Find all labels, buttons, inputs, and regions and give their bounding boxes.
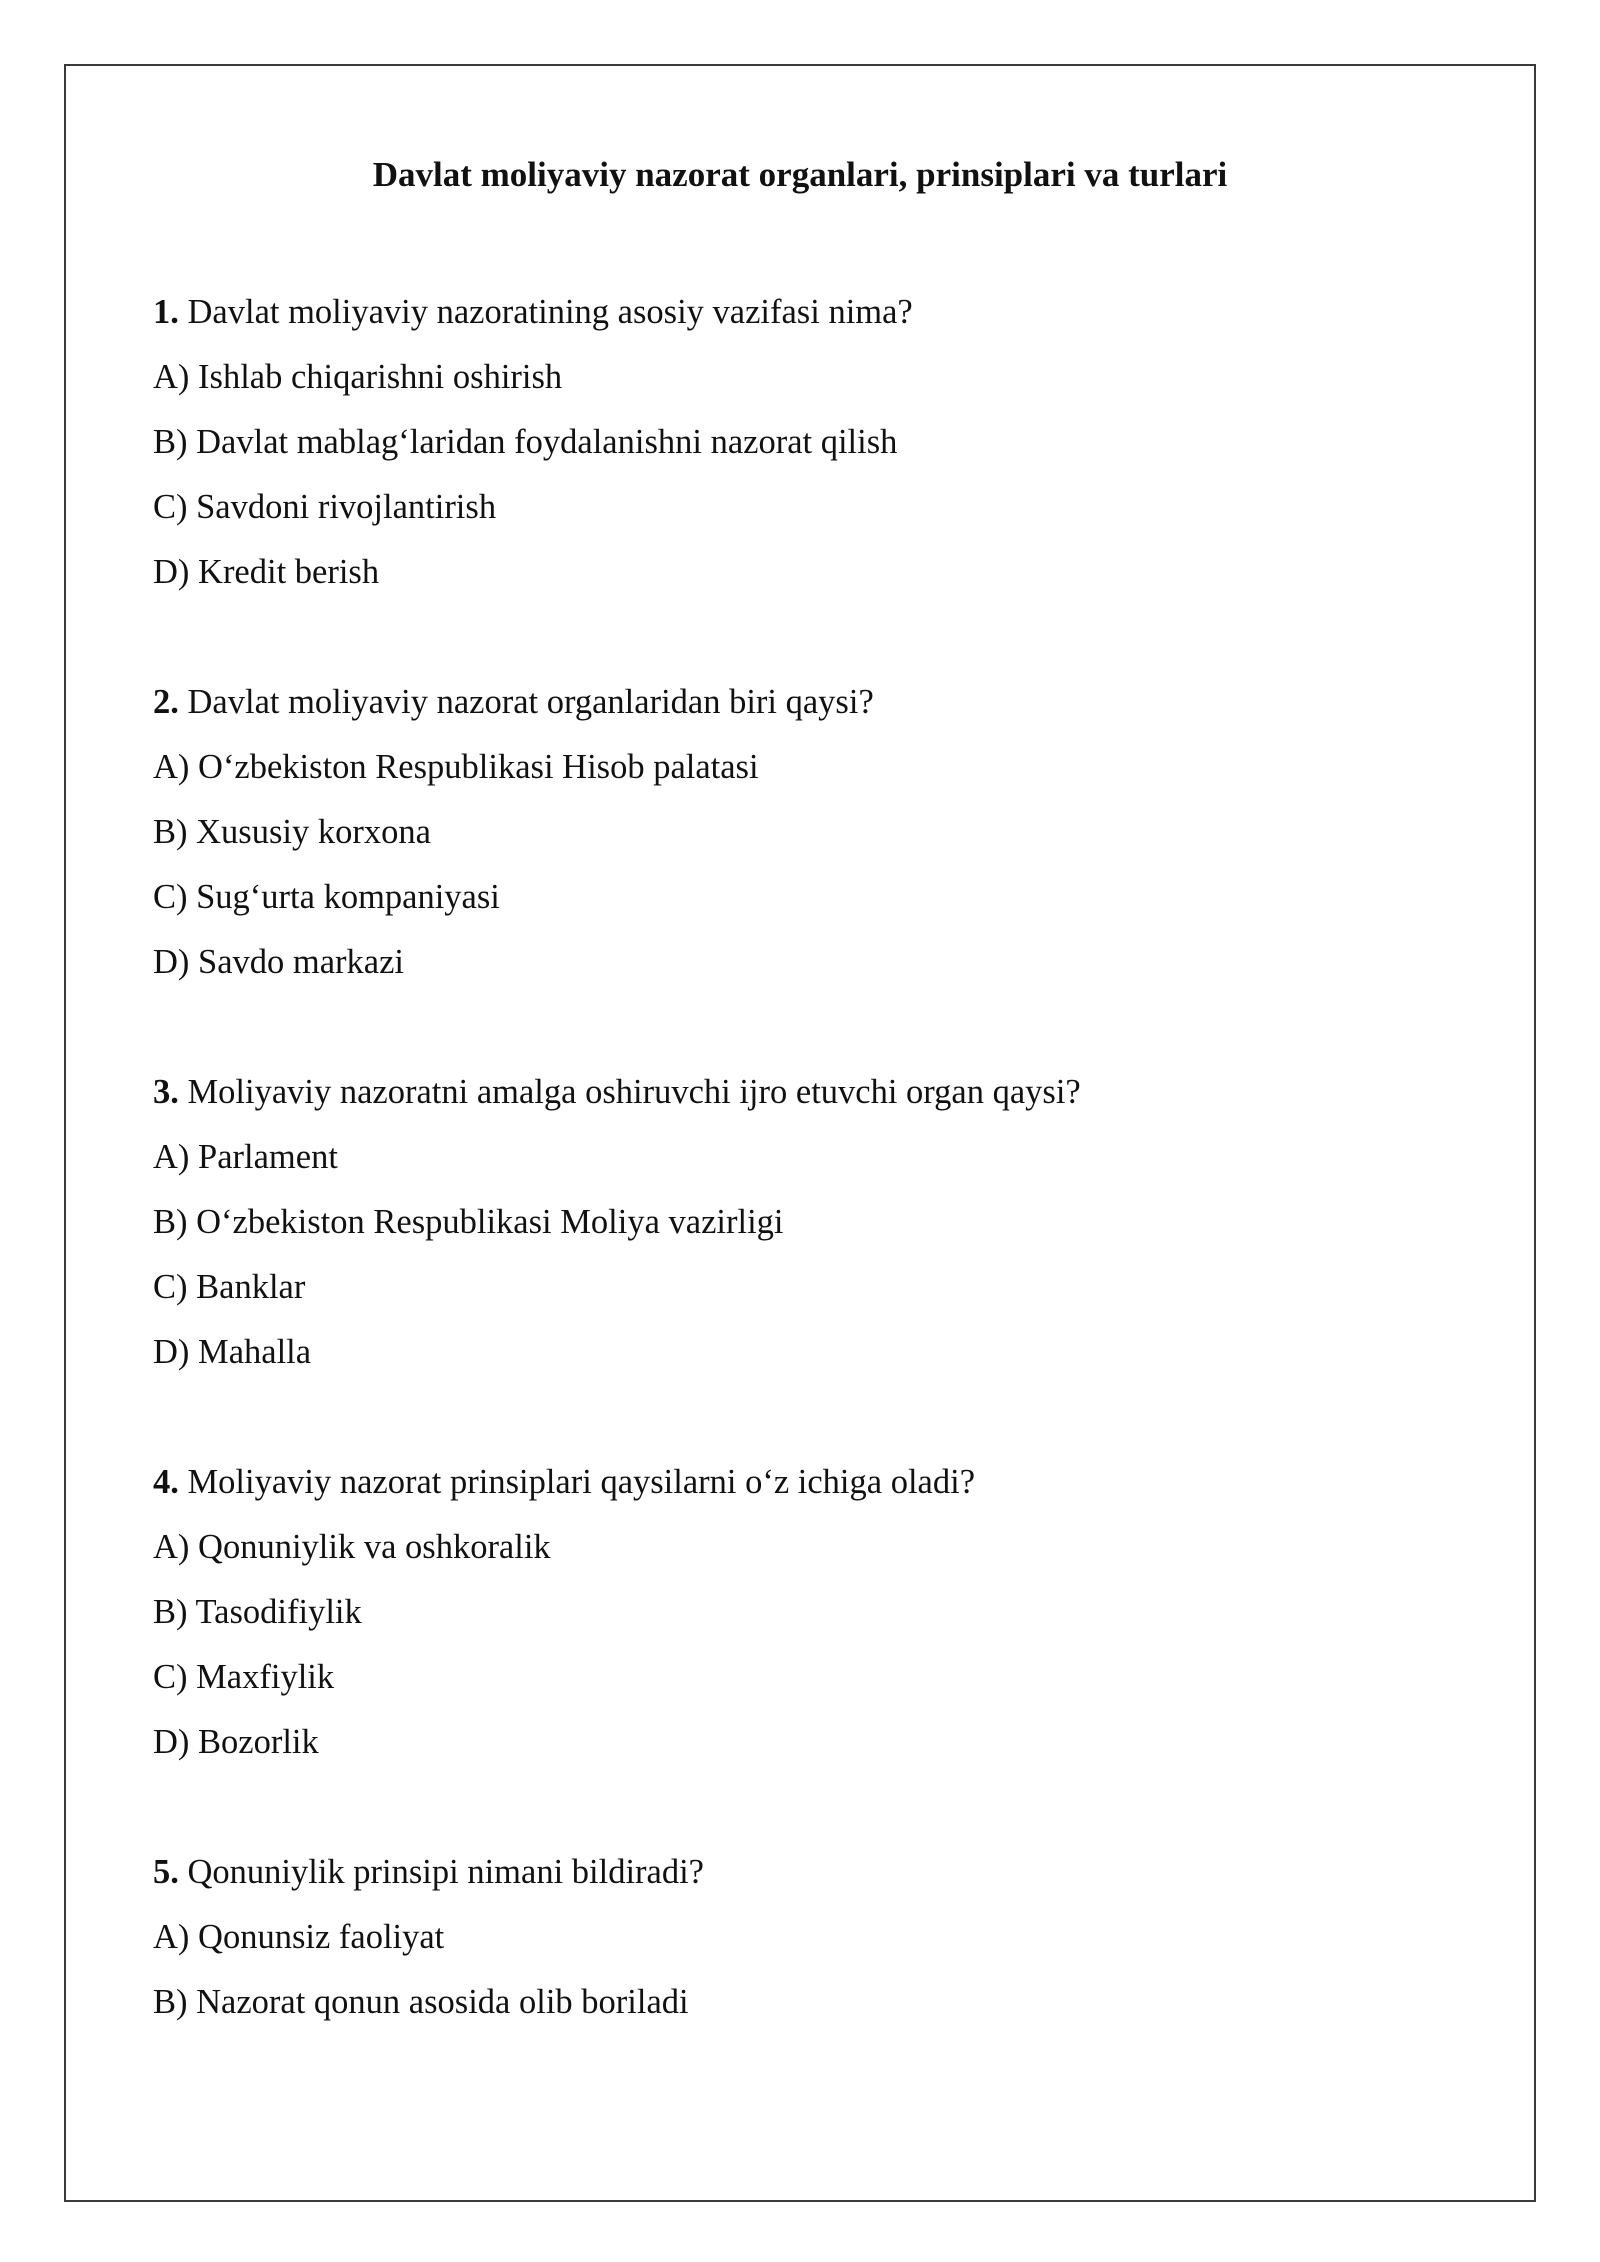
question-text: Moliyaviy nazorat prinsiplari qaysilarni o‘z ichiga oladi?	[187, 1463, 976, 1501]
question-number: 1.	[153, 293, 179, 331]
question-text: Davlat moliyaviy nazoratining asosiy vazifasi nima?	[187, 293, 913, 331]
question-number: 4.	[153, 1463, 179, 1501]
option-b: B) Davlat mablag‘laridan foydalanishni nazorat qilish	[153, 423, 898, 461]
question-number: 3.	[153, 1073, 179, 1111]
question-text: Moliyaviy nazoratni amalga oshiruvchi ijro etuvchi organ qaysi?	[187, 1073, 1081, 1111]
option-c: C) Sug‘urta kompaniyasi	[153, 878, 500, 916]
option-c: C) Maxfiylik	[153, 1658, 335, 1696]
option-d: D) Kredit berish	[153, 553, 380, 591]
question-5-text	[153, 1840, 1493, 1905]
question-3-text	[153, 1060, 1493, 1125]
question-text: Qonuniylik prinsipi nimani bildiradi?	[187, 1853, 704, 1891]
question-4-text	[153, 1450, 1493, 1515]
question-5	[153, 1840, 1493, 2035]
document-title: Davlat moliyaviy nazorat organlari, prinsiplari va turlari	[372, 155, 1228, 194]
question-3	[153, 1060, 1493, 1385]
option-d: D) Savdo markazi	[153, 943, 405, 981]
option-a: A) Qonuniylik va oshkoralik	[153, 1528, 551, 1566]
question-4	[153, 1450, 1493, 1775]
option-a: A) Parlament	[153, 1138, 338, 1176]
option-a: A) O‘zbekiston Respublikasi Hisob palatasi	[153, 748, 759, 786]
question-1	[153, 280, 1493, 605]
option-a: A) Qonunsiz faoliyat	[153, 1918, 445, 1956]
question-2	[153, 670, 1493, 995]
question-text: Davlat moliyaviy nazorat organlaridan biri qaysi?	[187, 683, 874, 721]
option-d: D) Bozorlik	[153, 1723, 319, 1761]
question-2-text	[153, 670, 1493, 735]
option-b: B) Nazorat qonun asosida olib boriladi	[153, 1983, 689, 2021]
option-c: C) Savdoni rivojlantirish	[153, 488, 497, 526]
option-b: B) Xususiy korxona	[153, 813, 431, 851]
option-b: B) Tasodifiylik	[153, 1593, 362, 1631]
question-list	[153, 280, 1493, 2100]
option-d: D) Mahalla	[153, 1333, 312, 1371]
option-b: B) O‘zbekiston Respublikasi Moliya vazirligi	[153, 1203, 784, 1241]
option-a: A) Ishlab chiqarishni oshirish	[153, 358, 563, 396]
question-number: 5.	[153, 1853, 179, 1891]
question-number: 2.	[153, 683, 179, 721]
question-1-text	[153, 280, 1493, 345]
option-c: C) Banklar	[153, 1268, 306, 1306]
